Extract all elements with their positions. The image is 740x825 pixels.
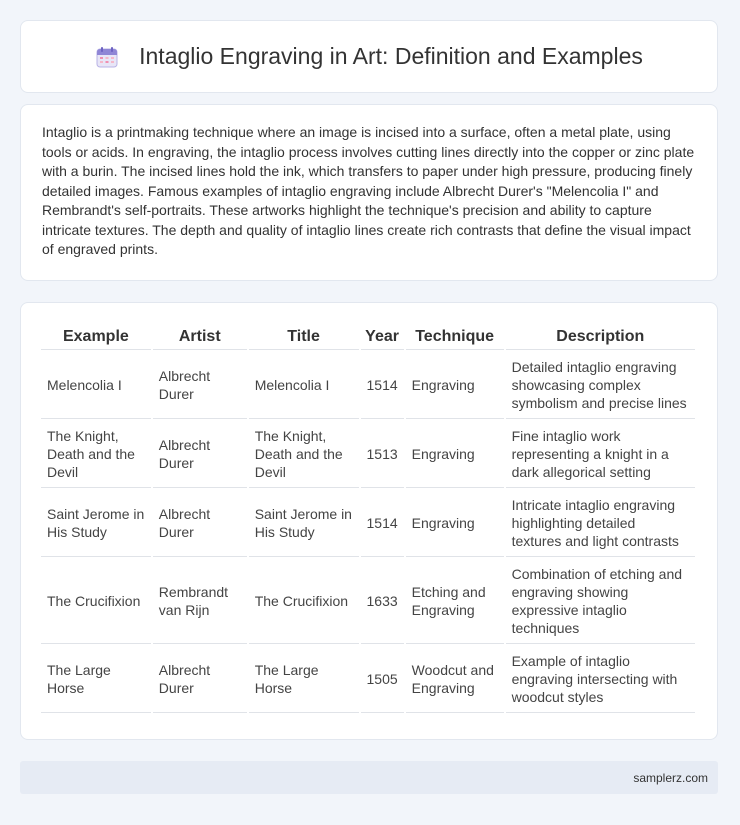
table-card [20, 302, 718, 740]
table-header-row [41, 325, 695, 350]
page-title: Intaglio Engraving in Art: Definition and Examples [139, 43, 643, 69]
cell-year: 1505 [361, 646, 404, 713]
cell-technique: Woodcut and Engraving [406, 646, 504, 713]
table-row [41, 646, 695, 713]
cell-title: The Large Horse [249, 646, 359, 713]
cell-artist: Albrecht Durer [153, 646, 247, 713]
cell-title: Saint Jerome in His Study [249, 490, 359, 557]
cell-example: The Crucifixion [41, 559, 151, 644]
cell-year: 1514 [361, 490, 404, 557]
cell-example: The Large Horse [41, 646, 151, 713]
header-card [20, 20, 718, 93]
table-row [41, 490, 695, 557]
cell-year: 1514 [361, 352, 404, 419]
cell-artist: Albrecht Durer [153, 490, 247, 557]
cell-description: Example of intaglio engraving intersecting with woodcut styles [506, 646, 695, 713]
cell-example: Saint Jerome in His Study [41, 490, 151, 557]
column-header-technique: Technique [406, 325, 504, 350]
footer-site-link[interactable]: samplerz.com [633, 770, 708, 785]
cell-description: Detailed intaglio engraving showcasing complex symbolism and precise lines [506, 352, 695, 419]
cell-example: Melencolia I [41, 352, 151, 419]
table-row [41, 559, 695, 644]
cell-year: 1513 [361, 421, 404, 488]
cell-description: Fine intaglio work representing a knight in a dark allegorical setting [506, 421, 695, 488]
intro-card [20, 104, 718, 281]
column-header-artist: Artist [153, 325, 247, 350]
footer-bar [20, 761, 718, 794]
cell-example: The Knight, Death and the Devil [41, 421, 151, 488]
column-header-year: Year [361, 325, 404, 350]
cell-description: Combination of etching and engraving showing expressive intaglio techniques [506, 559, 695, 644]
cell-year: 1633 [361, 559, 404, 644]
cell-artist: Albrecht Durer [153, 421, 247, 488]
cell-technique: Engraving [406, 490, 504, 557]
cell-title: The Crucifixion [249, 559, 359, 644]
table-row [41, 421, 695, 488]
cell-technique: Engraving [406, 421, 504, 488]
cell-description: Intricate intaglio engraving highlighting detailed textures and light contrasts [506, 490, 695, 557]
cell-technique: Engraving [406, 352, 504, 419]
table-row [41, 352, 695, 419]
column-header-example: Example [41, 325, 151, 350]
cell-artist: Rembrandt van Rijn [153, 559, 247, 644]
calendar-icon [95, 45, 119, 69]
examples-table [39, 323, 697, 715]
cell-title: The Knight, Death and the Devil [249, 421, 359, 488]
cell-artist: Albrecht Durer [153, 352, 247, 419]
intro-text: Intaglio is a printmaking technique where an image is incised into a surface, often a metal plate, using tools or acids. In engraving, the intaglio process involves cutting lines directly into the copper or zinc plate with a burin. The incised lines hold the ink, which transfers to paper under high pressure, producing finely detailed images. Famous examples of intaglio engraving include Albrecht Durer's "Melencolia I" and Rembrandt's self-portraits. These artworks highlight the technique's precision and ability to capture intricate textures. The depth and quality of intaglio lines create rich contrasts that define the visual impact of engraved prints. [42, 124, 695, 257]
cell-title: Melencolia I [249, 352, 359, 419]
column-header-title: Title [249, 325, 359, 350]
cell-technique: Etching and Engraving [406, 559, 504, 644]
column-header-description: Description [506, 325, 695, 350]
